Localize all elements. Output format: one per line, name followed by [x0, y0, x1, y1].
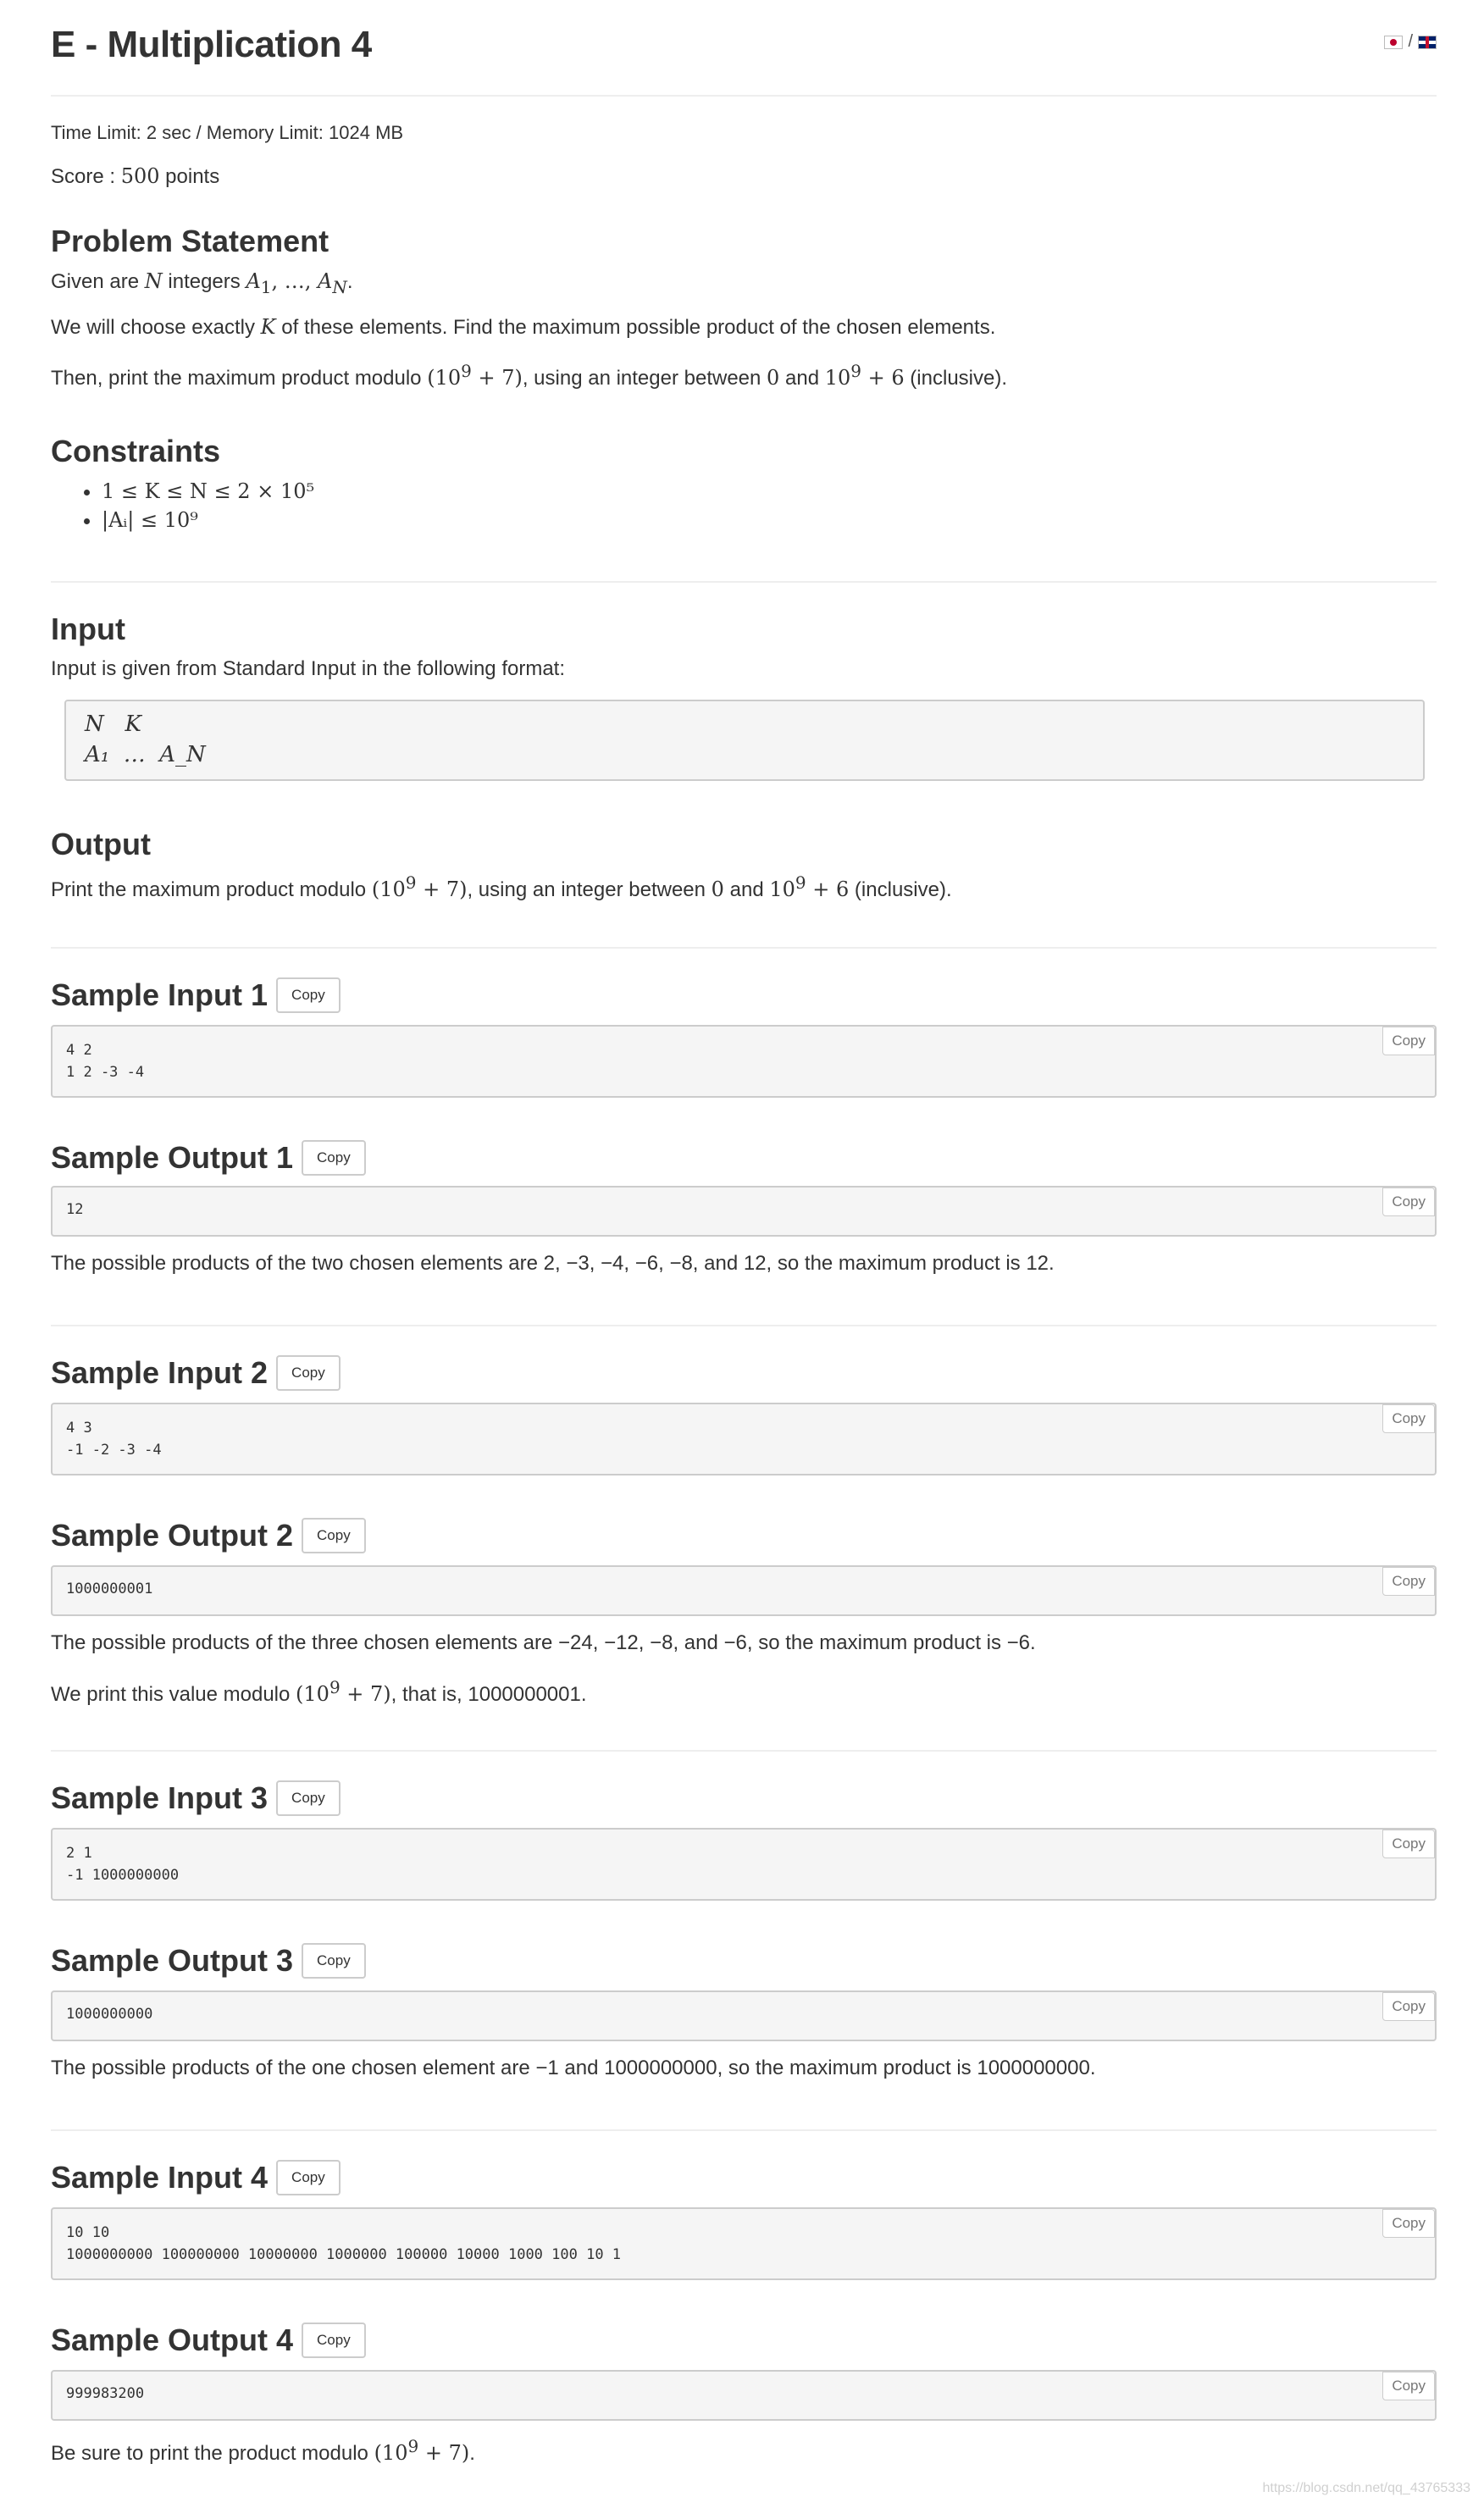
code-line: 999983200 — [66, 2385, 145, 2402]
code-line: -1 1000000000 — [66, 1867, 180, 1884]
output-description: Print the maximum product modulo $(10^9 + 7)$, using an integer between 0 and $10^9 + 6$ (inclusive). — [51, 872, 952, 901]
sample-4-explanation: Be sure to print the product modulo $(10^9 + 7)$. — [51, 2436, 475, 2465]
score-unit: points — [159, 165, 220, 188]
copy-button[interactable]: Copy — [1382, 1992, 1435, 2021]
score — [51, 164, 219, 189]
code-line: 1000000000 — [66, 2006, 153, 2023]
sample-input-2-box — [51, 1403, 1437, 1475]
copy-button[interactable]: Copy — [1382, 1027, 1435, 1055]
sample-3-explanation: The possible products of the one chosen element are −1 and 1000000000, so the maximum product is 1000000000. — [51, 2057, 1096, 2079]
copy-button[interactable]: Copy — [302, 1140, 366, 1176]
title-row — [51, 0, 1437, 97]
uk-flag-icon[interactable] — [1418, 36, 1437, 49]
divider — [51, 1325, 1437, 1326]
code-line: 2 1 — [66, 1845, 92, 1862]
code-line: 1 2 -3 -4 — [66, 1064, 145, 1081]
input-format-line: A₁ … A_N — [85, 742, 206, 767]
problem-statement-heading: Problem Statement — [51, 224, 329, 258]
code-line: 4 2 — [66, 1042, 92, 1059]
constraints-heading: Constraints — [51, 434, 221, 468]
sample-input-2-heading: Sample Input 2 Copy — [51, 1355, 341, 1391]
score-value: 500 — [120, 164, 160, 188]
page-title: E - Multiplication 4 — [51, 24, 372, 65]
copy-button[interactable]: Copy — [1382, 1188, 1435, 1216]
copy-button[interactable]: Copy — [276, 977, 341, 1013]
copy-button[interactable]: Copy — [302, 2323, 366, 2358]
copy-button[interactable]: Copy — [1382, 2209, 1435, 2238]
copy-button[interactable]: Copy — [1382, 1567, 1435, 1596]
input-heading: Input — [51, 612, 125, 646]
lang-separator: / — [1408, 32, 1413, 51]
sample-output-3-box — [51, 1990, 1437, 2041]
copy-button[interactable]: Copy — [1382, 1404, 1435, 1433]
code-line: -1 -2 -3 -4 — [66, 1442, 162, 1459]
statement-paragraph-2: We will choose exactly K of these elements. Find the maximum possible product of the chosen elements. — [51, 315, 996, 339]
score-label: Score : — [51, 165, 121, 188]
sample-input-1-box — [51, 1025, 1437, 1098]
constraint-item: • |Aᵢ| ≤ 10⁹ — [102, 506, 314, 534]
input-format-box — [64, 700, 1425, 781]
divider — [51, 1750, 1437, 1752]
sample-output-1-box — [51, 1186, 1437, 1237]
sample-input-1-heading: Sample Input 1 Copy — [51, 977, 341, 1013]
sample-input-3-heading: Sample Input 3 Copy — [51, 1780, 341, 1816]
sample-input-3-box — [51, 1828, 1437, 1901]
sample-1-explanation: The possible products of the two chosen elements are 2, −3, −4, −6, −8, and 12, so the maximum product is 12. — [51, 1252, 1055, 1275]
input-format-line: N K — [85, 711, 141, 737]
divider — [51, 947, 1437, 949]
code-line: 12 — [66, 1201, 84, 1218]
copy-button[interactable]: Copy — [276, 2160, 341, 2195]
copy-button[interactable]: Copy — [1382, 2372, 1435, 2400]
sample-output-3-heading: Sample Output 3 Copy — [51, 1943, 366, 1979]
sample-output-4-box — [51, 2370, 1437, 2421]
divider — [51, 2129, 1437, 2131]
code-line: 10 10 — [66, 2224, 110, 2241]
language-switcher — [1384, 32, 1437, 52]
code-line: 4 3 — [66, 1420, 92, 1437]
copy-button[interactable]: Copy — [302, 1943, 366, 1979]
input-description: Input is given from Standard Input in the following format: — [51, 657, 565, 680]
sample-output-4-heading: Sample Output 4 Copy — [51, 2323, 366, 2358]
constraint-item: • 1 ≤ K ≤ N ≤ 2 × 10⁵ — [102, 477, 314, 506]
copy-button[interactable]: Copy — [1382, 1830, 1435, 1858]
sample-2-explanation: The possible products of the three chosen elements are −24, −12, −8, and −6, so the maximum product is −6. — [51, 1631, 1036, 1654]
sample-output-2-heading: Sample Output 2 Copy — [51, 1518, 366, 1553]
copy-button[interactable]: Copy — [276, 1355, 341, 1391]
sample-input-4-box — [51, 2207, 1437, 2280]
copy-button[interactable]: Copy — [302, 1518, 366, 1553]
code-line: 1000000000 100000000 10000000 1000000 100000 10000 1000 100 10 1 — [66, 2246, 622, 2263]
divider — [51, 581, 1437, 583]
constraints-list — [51, 477, 314, 534]
watermark: https://blog.csdn.net/qq_43765333 — [1262, 2481, 1470, 2495]
sample-output-1-heading: Sample Output 1 Copy — [51, 1140, 366, 1176]
statement-paragraph-3: Then, print the maximum product modulo $(10^9 + 7)$, using an integer between 0 and $10^9 + 6$ (inclusive). — [51, 361, 1007, 390]
copy-button[interactable]: Copy — [276, 1780, 341, 1816]
time-memory-limit: Time Limit: 2 sec / Memory Limit: 1024 MB — [51, 122, 404, 143]
japan-flag-icon[interactable] — [1384, 36, 1403, 49]
sample-2-explanation-2: We print this value modulo $(10^9 + 7)$, that is, 1000000001. — [51, 1677, 587, 1706]
code-line: 1000000001 — [66, 1581, 153, 1597]
statement-paragraph-1: Given are N integers $A_1$, …, $A_N$. — [51, 269, 353, 297]
problem-page — [51, 0, 1437, 2465]
sample-input-4-heading: Sample Input 4 Copy — [51, 2160, 341, 2195]
output-heading: Output — [51, 827, 151, 861]
sample-output-2-box — [51, 1565, 1437, 1616]
